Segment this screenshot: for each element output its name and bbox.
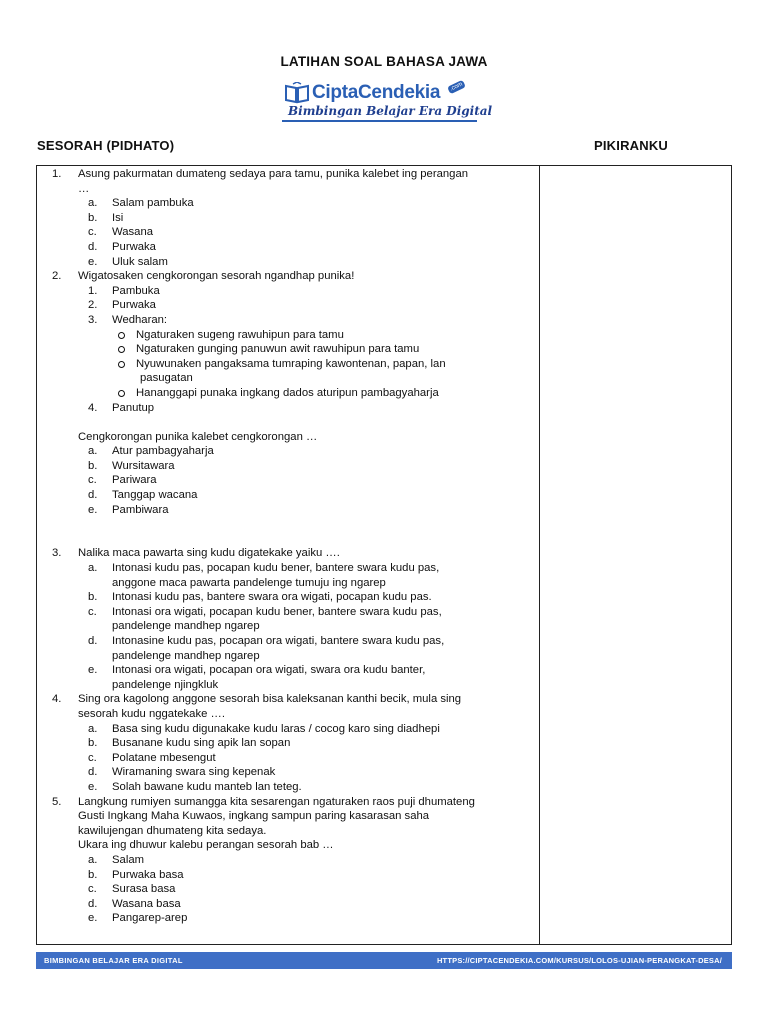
option-marker: b. (88, 737, 98, 750)
answer-option (52, 561, 537, 576)
question-text: Langkung rumiyen sumangga kita sesarengan ngaturaken raos puji dhumateng (78, 795, 475, 808)
section-heading-pikiranku: PIKIRANKU (594, 138, 669, 153)
answer-option (52, 503, 537, 518)
structure-item (52, 298, 537, 313)
option-marker: d. (88, 897, 98, 910)
logo-underline (282, 120, 477, 122)
question-line (52, 692, 537, 707)
option-marker: b. (88, 211, 98, 224)
answer-option (52, 459, 537, 474)
structure-marker: 2. (88, 299, 98, 312)
option-marker: d. (88, 766, 98, 779)
question-text: Sing ora kagolong anggone sesorah bisa kaleksanan kanthi becik, mula sing (78, 693, 462, 706)
option-text: Wasana (112, 226, 154, 239)
option-marker: c. (88, 883, 97, 896)
option-marker: c. (88, 751, 97, 764)
answer-option (52, 255, 537, 270)
option-text: Atur pambagyaharja (112, 445, 214, 458)
spacer (52, 415, 537, 430)
option-marker: b. (88, 459, 98, 472)
structure-text: Pambuka (112, 284, 160, 297)
answer-option (52, 488, 537, 503)
structure-sub-item (52, 371, 537, 386)
question-text: Gusti Ingkang Maha Kuwaos, ingkang sampun paring kasarasan saha (78, 810, 430, 823)
question-text: Wigatosaken cengkorongan sesorah ngandhap punika! (78, 270, 355, 283)
book-icon (284, 82, 310, 104)
option-text: Salam (112, 853, 145, 866)
option-text: Surasa basa (112, 883, 176, 896)
question-text: Cengkorongan punika kalebet cengkorongan … (78, 430, 318, 443)
question-line (52, 546, 537, 561)
question-line (52, 269, 537, 284)
option-marker: e. (88, 503, 98, 516)
page-title: LATIHAN SOAL BAHASA JAWA (280, 54, 488, 69)
option-text: Wasana basa (112, 897, 181, 910)
option-text: pandelenge mandhep ngarep (112, 620, 260, 633)
option-text: Intonasi kudu pas, pocapan kudu bener, bantere swara kudu pas, (112, 562, 440, 575)
structure-sub-text: Ngaturaken gunging panuwun awit rawuhipun para tamu (136, 343, 420, 356)
option-text: Pariwara (112, 474, 157, 487)
question-line (52, 838, 537, 853)
answer-option (52, 897, 537, 912)
option-marker: d. (88, 635, 98, 647)
answer-option (52, 736, 537, 751)
structure-marker: 1. (88, 284, 98, 297)
logo-wordmark: CiptaCendekia (312, 82, 441, 103)
option-text: Polatane mbesengut (112, 751, 216, 764)
option-text: Wursitawara (112, 459, 175, 472)
option-text: Isi (112, 211, 124, 224)
answer-option (52, 444, 537, 459)
option-text: Intonasine kudu pas, pocapan ora wigati, bantere swara kudu pas, (112, 635, 445, 647)
answer-option (52, 605, 537, 620)
circle-bullet-icon (118, 361, 125, 368)
answer-option (52, 225, 537, 240)
circle-bullet-icon (118, 332, 125, 339)
question-text: Asung pakurmatan dumateng sedaya para tamu, punika kalebet ing perangan (78, 168, 469, 180)
option-text: Busanane kudu sing apik lan sopan (112, 737, 291, 750)
option-text: Intonasi kudu pas, bantere swara ora wigati, pocapan kudu pas. (112, 591, 432, 604)
answer-option (52, 619, 537, 634)
option-marker: c. (88, 474, 97, 487)
structure-sub-text: pasugatan (140, 372, 193, 385)
answer-option (52, 868, 537, 883)
question-line (52, 707, 537, 722)
answer-option (52, 765, 537, 780)
answer-option (52, 722, 537, 737)
logo (282, 80, 493, 124)
structure-sub-item (52, 342, 537, 357)
answer-option (52, 663, 537, 678)
option-marker: b. (88, 591, 98, 604)
logo-tagline: Bimbingan Belajar Era Digital (288, 104, 493, 118)
answer-option (52, 634, 537, 649)
structure-text: Wedharan: (112, 313, 168, 326)
option-marker: d. (88, 240, 98, 253)
option-text: Wiramaning swara sing kepenak (112, 766, 276, 779)
option-text: Intonasi ora wigati, pocapan ora wigati, swara ora kudu banter, (112, 664, 426, 677)
option-text: anggone maca pawarta pandelenge tumuju ing ngarep (112, 576, 386, 589)
answer-option (52, 882, 537, 897)
structure-sub-text: Ngaturaken sugeng rawuhipun para tamu (136, 328, 344, 341)
option-marker: a. (88, 562, 98, 575)
option-marker: a. (88, 722, 98, 735)
option-marker: e. (88, 780, 98, 793)
question-number: 3. (52, 547, 62, 560)
question-text: Nalika maca pawarta sing kudu digatekake yaiku …. (78, 547, 340, 560)
option-text: Pambiwara (112, 503, 169, 516)
structure-sub-text: Nyuwunaken pangaksama tumraping kawontenan, papan, lan (136, 357, 446, 370)
spacer (52, 517, 537, 532)
answer-option (52, 473, 537, 488)
question-text: … (78, 182, 90, 195)
spacer (52, 532, 537, 547)
question-list (52, 167, 537, 926)
structure-sub-text: Hananggapi punaka ingkang dados aturipun pambagyaharja (136, 386, 439, 399)
footer-bar (36, 952, 732, 969)
answer-option (52, 911, 537, 926)
option-text: pandelenge njingkluk (112, 678, 219, 691)
question-line (52, 809, 537, 824)
option-text: Pangarep-arep (112, 912, 188, 925)
question-line (52, 824, 537, 839)
circle-bullet-icon (118, 346, 125, 353)
option-text: Solah bawane kudu manteb lan teteg. (112, 780, 302, 793)
structure-sub-item (52, 328, 537, 343)
logo-badge: .com (447, 80, 466, 94)
option-marker: e. (88, 912, 98, 925)
option-text: Purwaka basa (112, 868, 184, 881)
answer-option (52, 780, 537, 795)
option-text: Tanggap wacana (112, 489, 198, 502)
question-number: 2. (52, 270, 62, 283)
question-text: kawilujengan dhumateng kita sedaya. (78, 824, 267, 837)
structure-text: Panutup (112, 401, 155, 414)
answer-option (52, 590, 537, 605)
answer-option (52, 211, 537, 226)
question-number: 4. (52, 693, 62, 706)
structure-text: Purwaka (112, 299, 156, 312)
structure-item (52, 284, 537, 299)
question-line (52, 795, 537, 810)
question-line (52, 167, 537, 182)
option-marker: e. (88, 664, 98, 677)
option-marker: b. (88, 868, 98, 881)
structure-marker: 3. (88, 313, 98, 326)
answer-option (52, 576, 537, 591)
option-marker: a. (88, 197, 98, 210)
question-text: Ukara ing dhuwur kalebu perangan sesorah bab … (78, 839, 334, 852)
question-text: sesorah kudu nggatekake …. (78, 707, 225, 720)
question-number: 1. (52, 168, 62, 180)
question-line (52, 182, 537, 197)
option-text: Intonasi ora wigati, pocapan kudu bener, bantere swara kudu pas, (112, 605, 442, 618)
option-text: Uluk salam (112, 255, 168, 268)
option-marker: e. (88, 255, 98, 268)
option-text: Purwaka (112, 240, 156, 253)
section-heading-sesorah: SESORAH (PIDHATO) (37, 138, 175, 153)
option-text: pandelenge mandhep ngarep (112, 649, 260, 662)
structure-sub-item (52, 386, 537, 401)
answer-option (52, 853, 537, 868)
option-text: Basa sing kudu digunakake kudu laras / cocog karo sing diadhepi (112, 722, 440, 735)
circle-bullet-icon (118, 390, 125, 397)
question-number: 5. (52, 795, 62, 808)
structure-item (52, 313, 537, 328)
option-marker: c. (88, 226, 97, 239)
option-marker: d. (88, 489, 98, 502)
option-marker: c. (88, 605, 97, 618)
question-follow-up (52, 430, 537, 445)
answer-option (52, 751, 537, 766)
answer-option (52, 678, 537, 693)
footer-link[interactable]: HTTPS://CIPTACENDEKIA.COM/KURSUS/LOLOS-UJIAN-PERANGKAT-DESA/ (436, 956, 722, 965)
structure-marker: 4. (88, 401, 98, 414)
option-marker: a. (88, 853, 98, 866)
option-marker: a. (88, 445, 98, 458)
answer-option (52, 240, 537, 255)
structure-sub-item (52, 357, 537, 372)
option-text: Salam pambuka (112, 197, 194, 210)
table-column-divider (539, 165, 540, 945)
answer-option (52, 649, 537, 664)
answer-option (52, 196, 537, 211)
footer-tagline: BIMBINGAN BELAJAR ERA DIGITAL (44, 956, 183, 965)
structure-item (52, 401, 537, 416)
